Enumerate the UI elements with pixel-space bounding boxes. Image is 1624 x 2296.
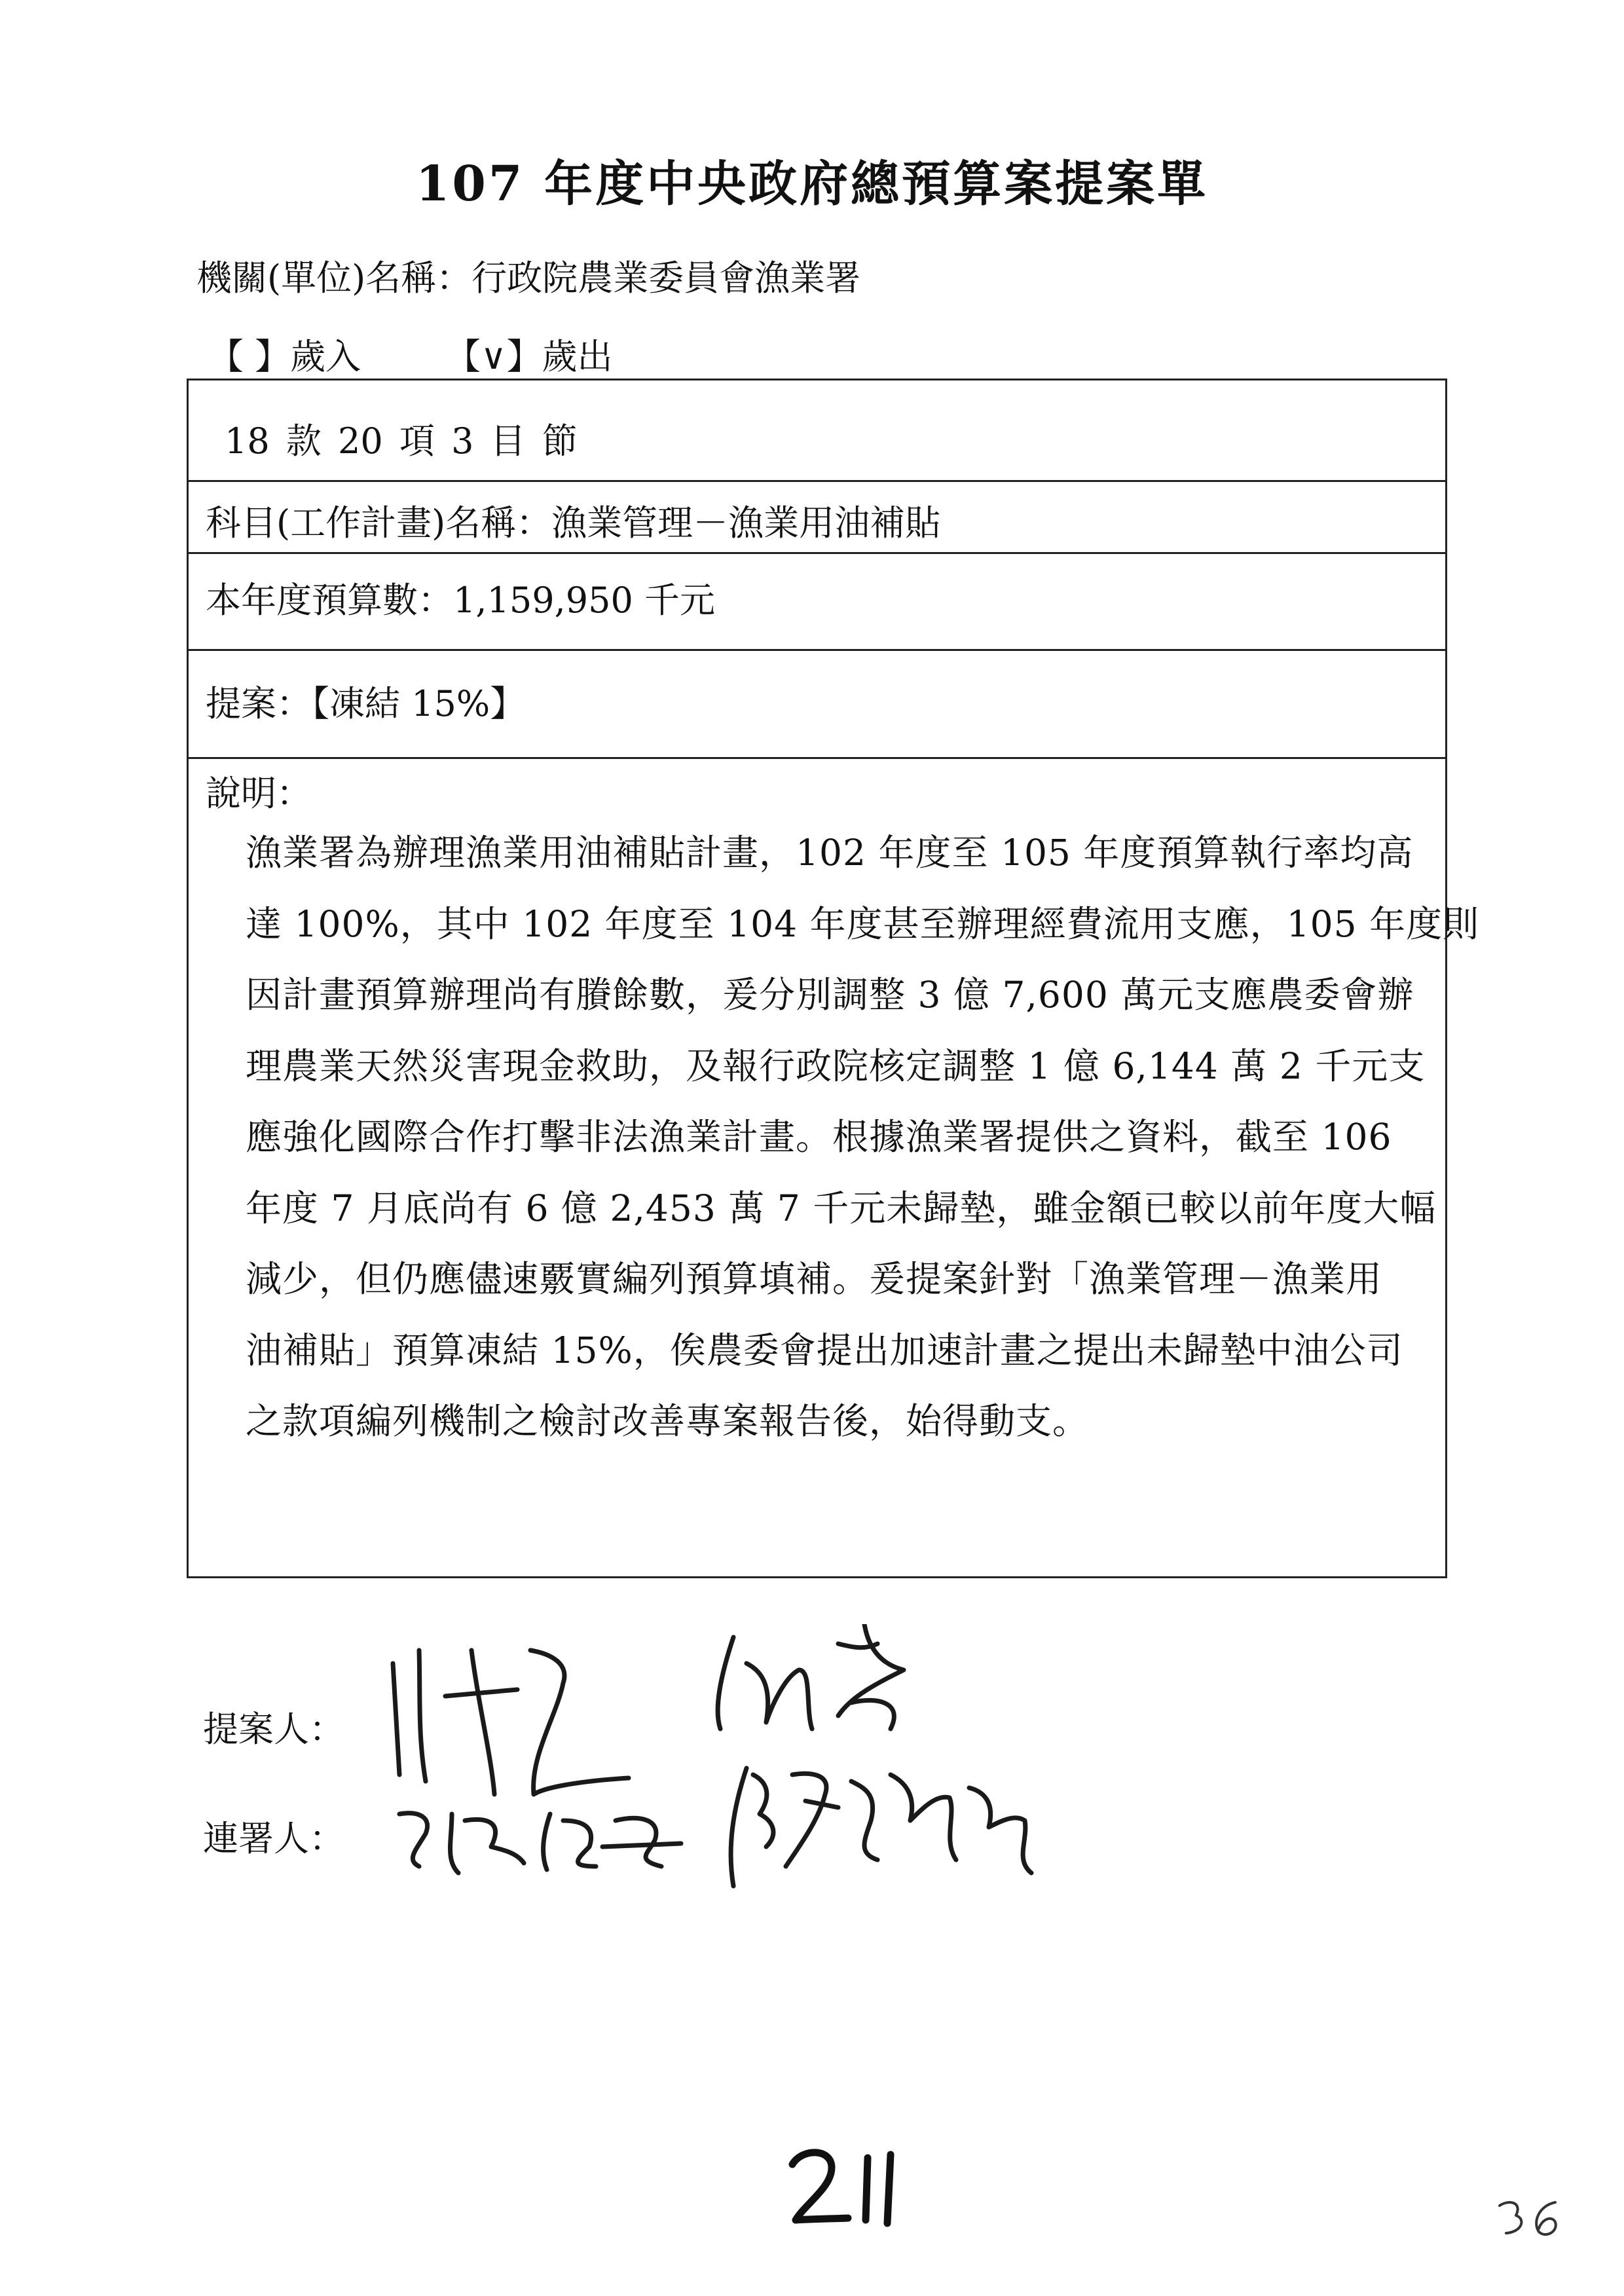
- expenditure-checkbox: 【∨】歲出: [445, 336, 613, 377]
- item-name-row: [189, 482, 1445, 554]
- budget-code: 18 款 20 項 3 目 節: [225, 420, 578, 462]
- agency-line: 機關(單位)名稱：行政院農業委員會漁業署: [196, 257, 861, 299]
- proposer-label: 提案人：: [203, 1709, 344, 1750]
- explanation-line: 漁業署為辦理漁業用油補貼計畫，102 年度至 105 年度預算執行率均高: [246, 832, 1414, 874]
- cosigner-label: 連署人：: [203, 1818, 344, 1859]
- handwritten-signatures: [380, 1624, 1067, 1899]
- proposal-text: 提案：【凍結 15%】: [206, 683, 526, 724]
- explanation-line: 理農業天然災害現金救助，及報行政院核定調整 1 億 6,144 萬 2 千元支: [246, 1045, 1426, 1087]
- explanation-line: 油補貼」預算凍結 15%，俟農委會提出加速計畫之提出未歸墊中油公司: [246, 1329, 1403, 1371]
- budget-amount: 本年度預算數：1,159,950 千元: [206, 580, 715, 621]
- corner-page-number: [1493, 2193, 1572, 2245]
- item-name: 科目(工作計畫)名稱：漁業管理－漁業用油補貼: [206, 502, 941, 544]
- explanation-line: 年度 7 月底尚有 6 億 2,453 萬 7 千元未歸墊，雖金額已較以前年度大幅: [246, 1187, 1437, 1229]
- explanation-line: 因計畫預算辦理尚有賸餘數，爰分別調整 3 億 7,600 萬元支應農委會辦: [246, 974, 1414, 1016]
- explanation-line: 達 100%，其中 102 年度至 104 年度甚至辦理經費流用支應，105 年度則: [246, 902, 1480, 945]
- budget-amount-row: [189, 554, 1445, 651]
- document-title: 107 年度中央政府總預算案提案單: [415, 156, 1209, 212]
- proposal-row: [189, 651, 1445, 759]
- explanation-label: 說明：: [206, 773, 312, 814]
- page-number-handwritten: [786, 2141, 917, 2233]
- budget-code-row: [189, 380, 1445, 482]
- explanation-line: 減少，但仍應儘速覈實編列預算填補。爰提案針對「漁業管理－漁業用: [246, 1258, 1383, 1300]
- explanation-paragraph: [246, 817, 1480, 1457]
- revenue-checkbox: 【 】歲入: [208, 336, 361, 377]
- explanation-line: 之款項編列機制之檢討改善專案報告後，始得動支。: [246, 1400, 1090, 1442]
- explanation-line: 應強化國際合作打擊非法漁業計畫。根據漁業署提供之資料，截至 106: [246, 1116, 1392, 1158]
